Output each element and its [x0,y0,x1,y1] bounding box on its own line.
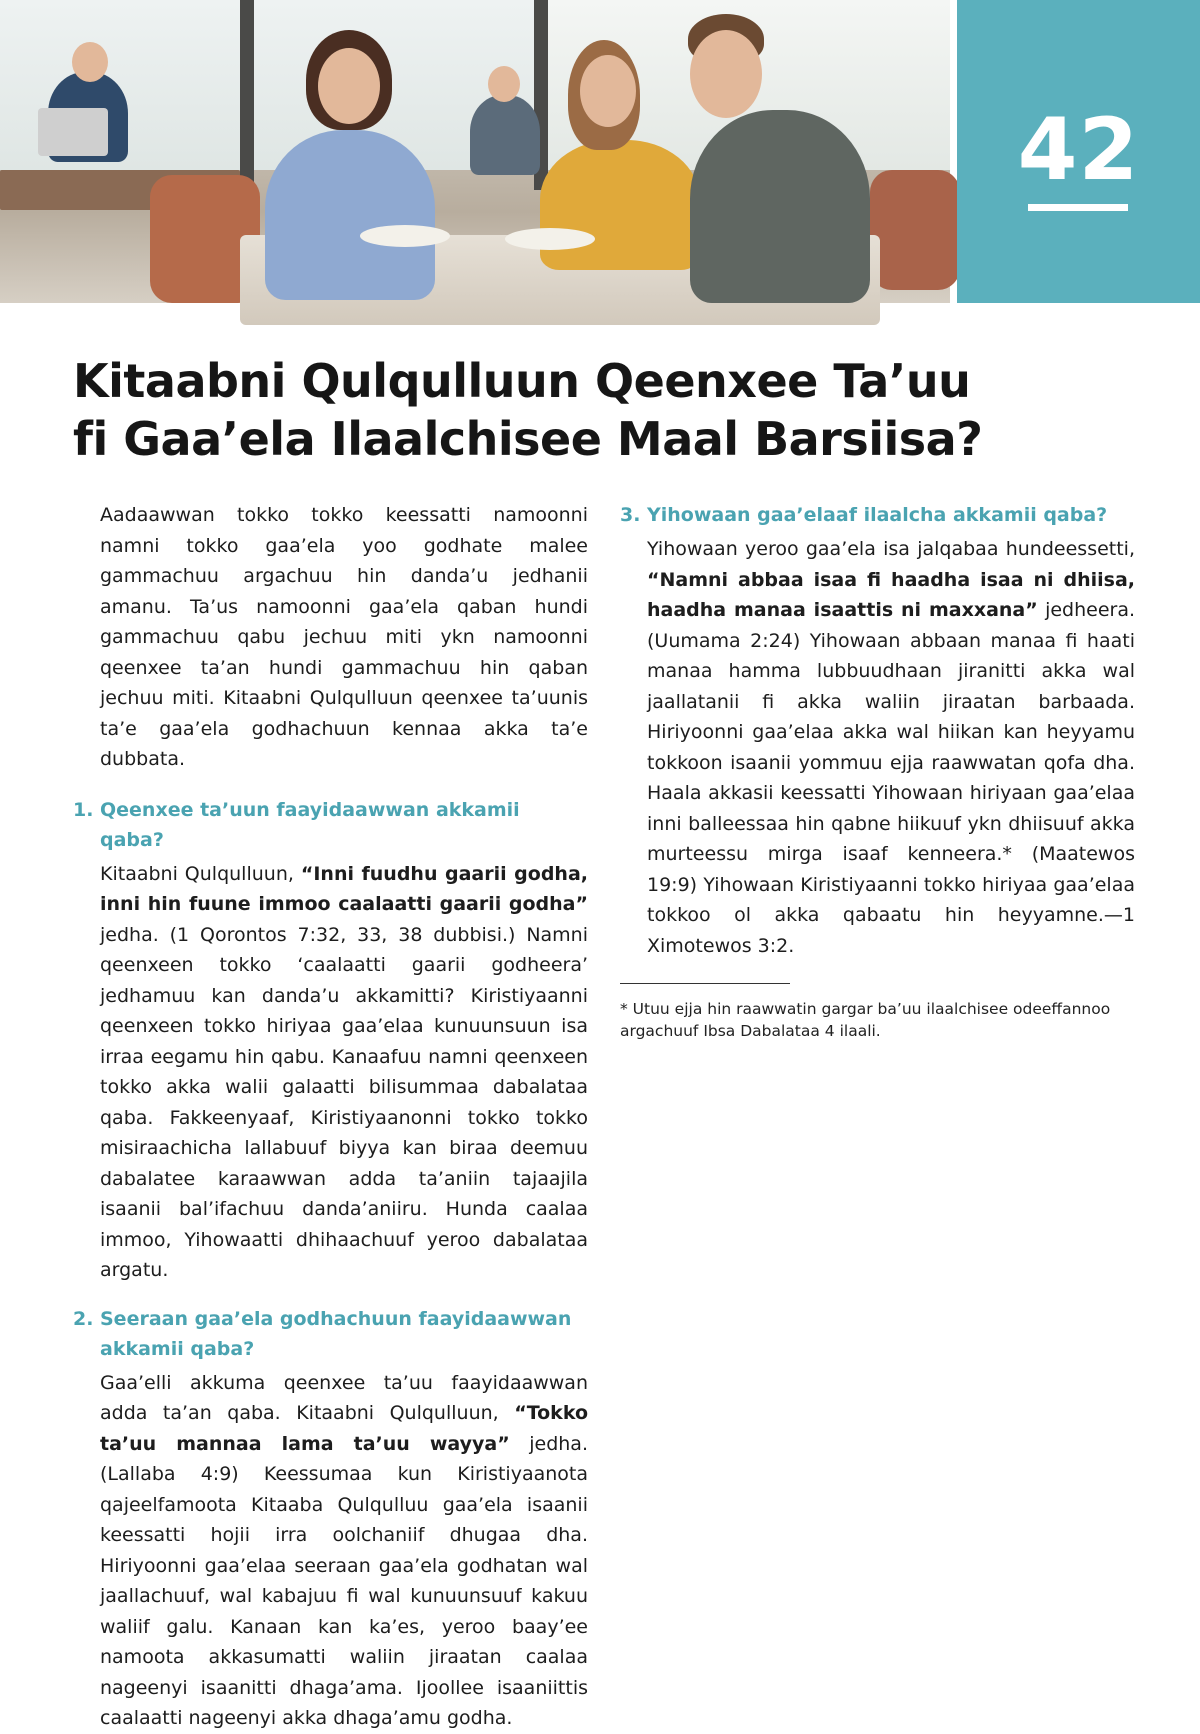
footnote-divider [620,983,790,984]
intro-paragraph: Aadaawwan tokko tokko keessatti namoonni namni tokko gaa’ela yoo godhate malee gammachuu argachuu hin danda’u jedhanii amanu. Ta’us namoonni gaa’ela qaban hundi gammachuu qabu jechuu miti ykn namoonni qeenxee ta’an hundi gammachuu hin qaban jechuu miti. Kitaabni Qulqulluun qeenxee ta’uunis ta’e gaa’ela godhachuun kennaa akka ta’e dubbata. [100,504,588,770]
lesson-number-underline [1028,204,1128,211]
scripture-quote: “Inni fuudhu gaarii godha, inni hin fuune immoo caalaatti gaarii godha” [100,862,588,915]
right-column [620,500,1135,1042]
scripture-quote: “Namni abbaa isaa fi haadha isaa ni dhiisa, haadha manaa isaattis ni maxxana” [647,568,1135,621]
page-title [73,352,1133,468]
question-1-heading: 1. Qeenxee ta’uun faayidaawwan akkamii qaba? [73,798,520,851]
title-line-2: fi Gaa’ela Ilaalchisee Maal Barsiisa? [73,412,983,466]
question-2-heading: 2. Seeraan gaa’ela godhachuun faayidaawwan akkamii qaba? [73,1307,572,1360]
header-photo [0,0,950,303]
footnote: * Utuu ejja hin raawwatin gargar ba’uu ilaalchisee odeeffannoo argachuuf Ibsa Dabalataa 4 ilaali. [620,1000,1111,1040]
question-2-answer: Gaa’elli akkuma qeenxee ta’uu faayidaawwan adda ta’an qaba. Kitaabni Qulqulluun, “Tokko ta’uu mannaa lama ta’uu wayya” jedha. (Lallaba 4:9) Keessumaa kun Kiristiyaanota qajeelfamoota Kitaaba Qulqulluu gaa’ela isaanii keessatti hojii irra oolchaniif dhugaa dha. Hiriyoonni gaa’elaa seeraan gaa’ela godhatan wal jaallachuuf, wal kabajuu fi wal kunuunsuuf kakuu waliif galu. Kanaan kan ka’es, yeroo baay’ee namoota akkasumatti waliin jiraatan caalaa nageenyi isaanitti dhaga’ama. Ijoollee isaaniittis caalaatti nageenyi akka dhaga’amu godha. [100,1371,588,1729]
scripture-quote: “Tokko ta’uu mannaa lama ta’uu wayya” [100,1402,588,1455]
question-3-answer: Yihowaan yeroo gaa’ela isa jalqabaa hundeessetti, “Namni abbaa isaa fi haadha isaa ni dhiisa, haadha manaa isaattis ni maxxana” jedheera. (Uumama 2:24) Yihowaan abbaan manaa fi haati manaa hamma lubbuudhaan jiranitti akka wal jaallatanii fi akka waliin jiraatan barbaada. Hiriyoonni gaa’elaa akka wal hiikan kan heyyamu tokkoon isaanii yommuu ejja raawwatan qofa dha. Haala akkasii keessatti Yihowaan hiriyaan gaa’elaa inni balleessaa hin qabne hiikuuf ykn dhiisuuf akka murteessu mirga isaaf kenneera.* (Maatewos 19:9) Yihowaan Kiristiyaanni tokko hiriyaa gaa’elaa tokkoo ol akka qabaatu hin heyyamne.—1 Ximotewos 3:2. [647,538,1136,957]
title-line-1: Kitaabni Qulqulluun Qeenxee Ta’uu [73,354,971,408]
left-column [73,500,588,1734]
lesson-number: 42 [1017,100,1140,200]
lesson-number-tab [957,0,1200,303]
question-3-heading: 3. Yihowaan gaa’elaaf ilaalcha akkamii qaba? [620,504,1108,526]
question-1-answer: Kitaabni Qulqulluun, “Inni fuudhu gaarii godha, inni hin fuune immoo caalaatti gaarii godha” jedha. (1 Qorontos 7:32, 33, 38 dubbisi.) Namni qeenxeen tokko ‘caalaatti gaarii godheera’ jedhamuu kan danda’u akkamitti? Kiristiyaanni qeenxeen tokko hiriyaa gaa’elaa kunuunsuun isa irraa eegamu hin qabu. Kanaafuu namni qeenxeen tokko akka walii galaatti bilisummaa dabalataa qaba. Fakkeenyaaf, Kiristiyaanonni tokko tokko misiraachicha lallabuuf biyya kan biraa deemuu dabalatee karaawwan adda ta’aniin tajaajila isaanii bal’ifachuu danda’aniiru. Hunda caalaa immoo, Yihowaatti dhihaachuuf yeroo dabalataa argatu. [100,862,588,1281]
